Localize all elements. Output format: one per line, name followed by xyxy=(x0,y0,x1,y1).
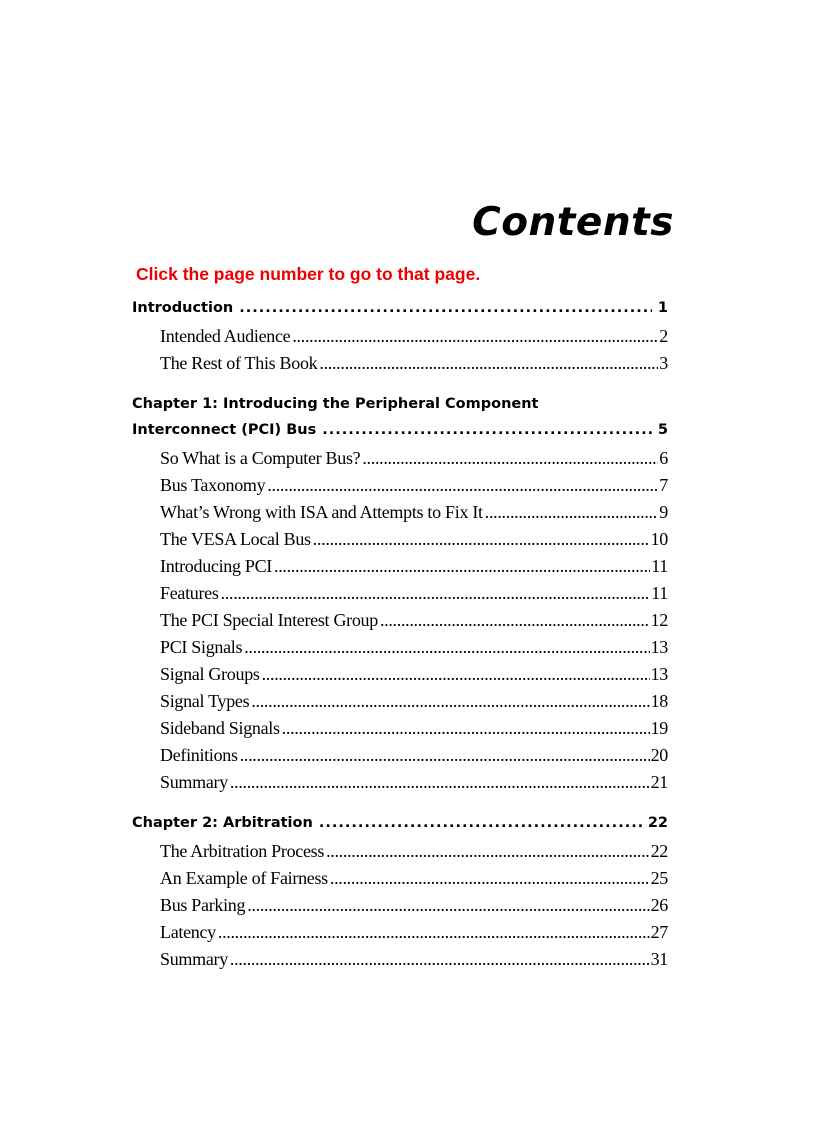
toc-entry xyxy=(132,868,668,895)
entry-label: Intended Audience xyxy=(160,326,291,346)
toc-entry xyxy=(132,502,668,529)
dot-leader xyxy=(274,556,650,577)
instruction-note: Click the page number to go to that page. xyxy=(136,264,481,284)
toc-chapter-2 xyxy=(132,815,668,841)
toc-entry xyxy=(132,448,668,475)
page-link[interactable]: 9 xyxy=(659,502,668,522)
entry-label: An Example of Fairness xyxy=(160,868,328,888)
toc-chapter-1-line1: Chapter 1: Introducing the Peripheral Component xyxy=(132,396,539,412)
toc-chapter-introduction xyxy=(132,300,668,326)
entry-label: Features xyxy=(160,583,219,603)
toc-entry xyxy=(132,772,668,799)
entry-label: Bus Taxonomy xyxy=(160,475,266,495)
entry-label: PCI Signals xyxy=(160,637,243,657)
dot-leader xyxy=(292,326,658,347)
dot-leader xyxy=(282,718,650,739)
toc-entry xyxy=(132,895,668,922)
entry-label: Latency xyxy=(160,922,216,942)
page-link[interactable]: 31 xyxy=(650,949,668,969)
toc-entry xyxy=(132,922,668,949)
toc-entry xyxy=(132,691,668,718)
page-link[interactable]: 11 xyxy=(651,583,668,603)
toc-entry xyxy=(132,949,668,976)
entry-label: Sideband Signals xyxy=(160,718,280,738)
page-link[interactable]: 1 xyxy=(657,300,668,316)
toc-entry xyxy=(132,664,668,691)
toc-entry xyxy=(132,610,668,637)
entry-label: Summary xyxy=(160,772,228,792)
page-link[interactable]: 26 xyxy=(650,895,668,915)
entry-label: Summary xyxy=(160,949,228,969)
page-link[interactable]: 21 xyxy=(650,772,668,792)
page-title: Contents xyxy=(472,200,674,245)
dot-leader xyxy=(230,949,650,970)
toc-entry xyxy=(132,637,668,664)
entry-label: So What is a Computer Bus? xyxy=(160,448,361,468)
dot-leader xyxy=(313,529,650,550)
dot-leader xyxy=(221,583,651,604)
toc-chapter-1 xyxy=(132,422,668,448)
dot-leader xyxy=(319,815,642,831)
page-link[interactable]: 25 xyxy=(650,868,668,888)
chapter-label: Interconnect (PCI) Bus xyxy=(132,422,317,438)
entry-label: Signal Types xyxy=(160,691,250,711)
table-of-contents xyxy=(132,300,668,976)
page-link[interactable]: 27 xyxy=(650,922,668,942)
page-link[interactable]: 6 xyxy=(659,448,668,468)
page-link[interactable]: 3 xyxy=(659,353,668,373)
page-link[interactable]: 18 xyxy=(650,691,668,711)
dot-leader xyxy=(380,610,650,631)
entry-label: The Arbitration Process xyxy=(160,841,325,861)
page-link[interactable]: 22 xyxy=(647,815,668,831)
dot-leader xyxy=(362,448,658,469)
dot-leader xyxy=(262,664,650,685)
dot-leader xyxy=(218,922,650,943)
page-link[interactable]: 11 xyxy=(651,556,668,576)
toc-entry xyxy=(132,529,668,556)
dot-leader xyxy=(319,353,658,374)
dot-leader xyxy=(230,772,650,793)
page-link[interactable]: 22 xyxy=(650,841,668,861)
toc-entry xyxy=(132,353,668,380)
entry-label: Introducing PCI xyxy=(160,556,272,576)
page-link[interactable]: 10 xyxy=(650,529,668,549)
page-link[interactable]: 13 xyxy=(650,637,668,657)
toc-entry xyxy=(132,326,668,353)
dot-leader xyxy=(322,422,652,438)
toc-entry xyxy=(132,475,668,502)
dot-leader xyxy=(267,475,658,496)
page-link[interactable]: 5 xyxy=(657,422,668,438)
page-link[interactable]: 2 xyxy=(659,326,668,346)
entry-label: The PCI Special Interest Group xyxy=(160,610,378,630)
entry-label: Bus Parking xyxy=(160,895,246,915)
entry-label: Definitions xyxy=(160,745,238,765)
dot-leader xyxy=(251,691,649,712)
entry-label: What’s Wrong with ISA and Attempts to Fix It xyxy=(160,502,483,522)
toc-entry xyxy=(132,556,668,583)
toc-entry xyxy=(132,745,668,772)
page-link[interactable]: 20 xyxy=(650,745,668,765)
dot-leader xyxy=(326,841,650,862)
dot-leader xyxy=(244,637,649,658)
page-link[interactable]: 12 xyxy=(650,610,668,630)
toc-entry xyxy=(132,718,668,745)
toc-entry xyxy=(132,583,668,610)
dot-leader xyxy=(240,745,650,766)
dot-leader xyxy=(485,502,659,523)
page-link[interactable]: 13 xyxy=(650,664,668,684)
page-link[interactable]: 19 xyxy=(650,718,668,738)
entry-label: Signal Groups xyxy=(160,664,260,684)
dot-leader xyxy=(239,300,652,316)
chapter-label: Chapter 2: Arbitration xyxy=(132,815,313,831)
chapter-label: Introduction xyxy=(132,300,234,316)
entry-label: The VESA Local Bus xyxy=(160,529,311,549)
dot-leader xyxy=(330,868,650,889)
dot-leader xyxy=(247,895,649,916)
entry-label: The Rest of This Book xyxy=(160,353,318,373)
toc-entry xyxy=(132,841,668,868)
page-link[interactable]: 7 xyxy=(659,475,668,495)
